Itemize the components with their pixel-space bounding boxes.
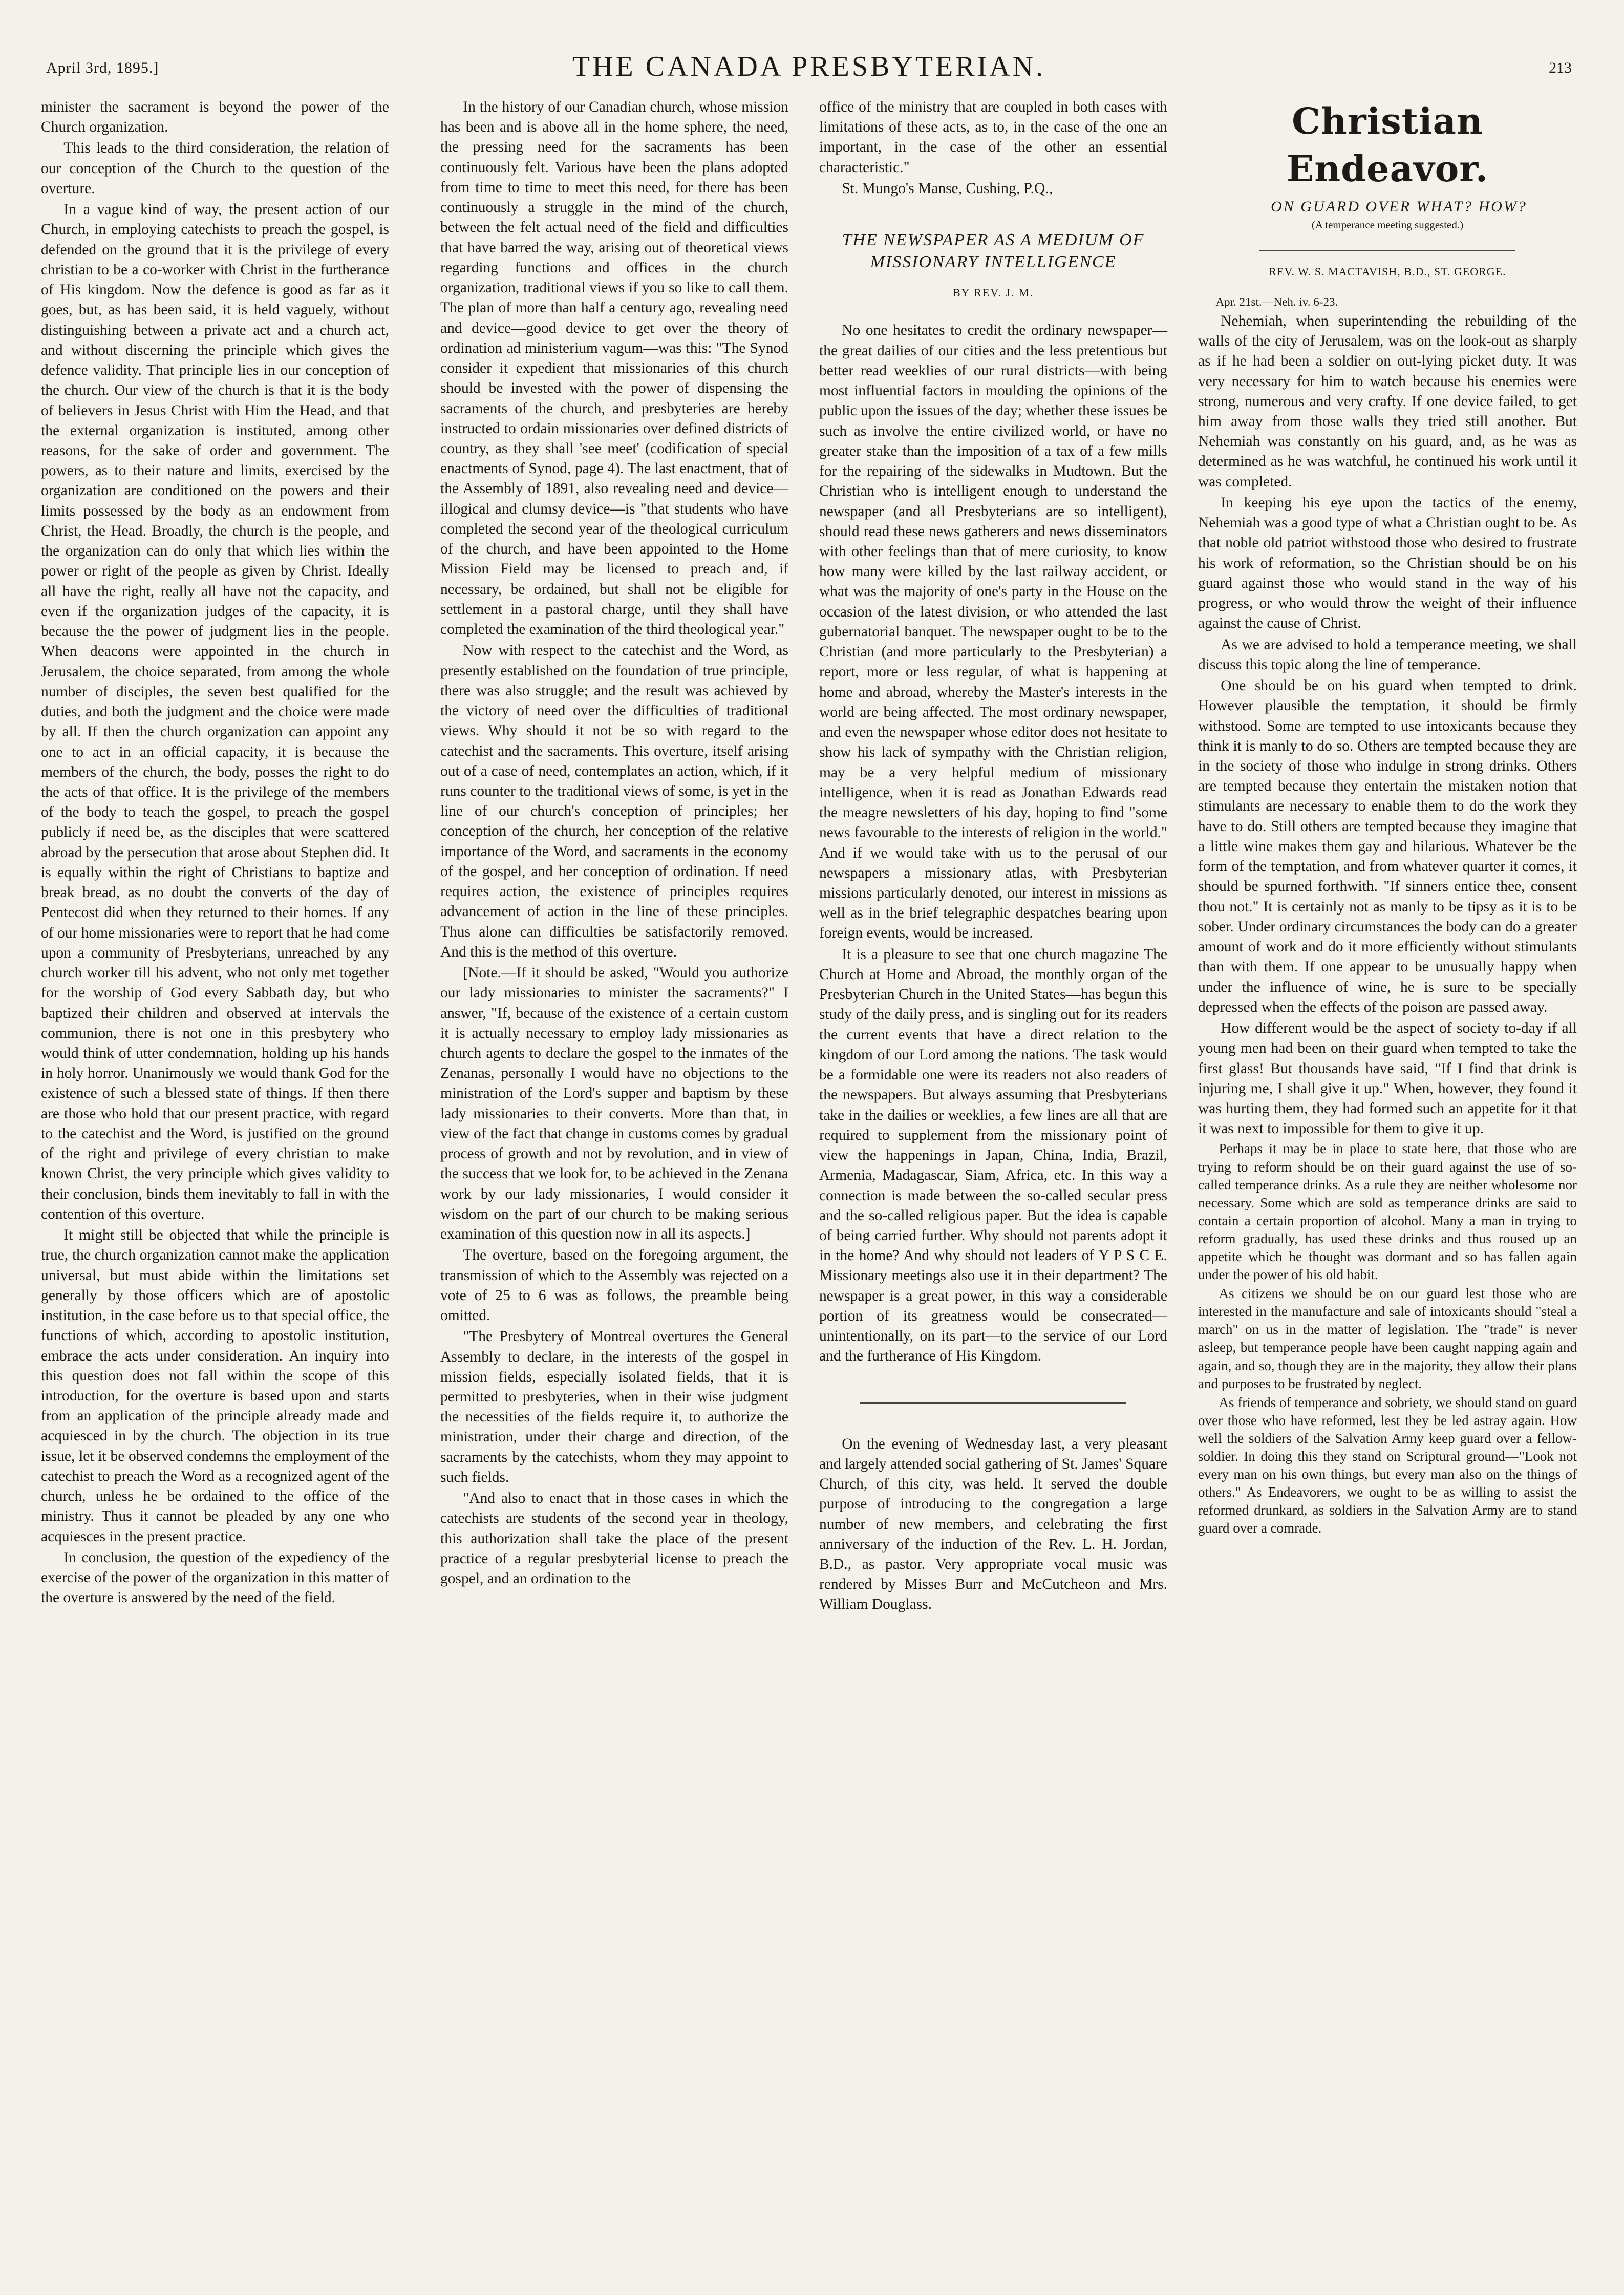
subtitle-note: (A temperance meeting suggested.) bbox=[1311, 219, 1464, 231]
paragraph: In conclusion, the question of the expediency of the exercise of the power of the organization in this matter of the overture is answered by the need of the field. bbox=[41, 1549, 389, 1606]
paragraph: "And also to enact that in those cases in which the catechists are students of the second year in theology, this authorization shall take the place of the present practice of a regular presbyterial license to preach the gospel, and an ordination to the bbox=[440, 1490, 788, 1587]
paragraph: "The Presbytery of Montreal overtures the General Assembly to declare, in the interests of the gospel in mission fields, especially isolated fields, that it is permitted to presbyteries, when in their wise judgment the necessities of the fields require it, to authorize the ministration, under their charge and direction, of the sacraments by the catechists, whom they may appoint to such fields. bbox=[440, 1328, 788, 1485]
issue-date: April 3rd, 1895.] bbox=[46, 59, 159, 76]
scripture-reference: Apr. 21st.—Neh. iv. 6-23. bbox=[1215, 295, 1338, 309]
paragraph: As friends of temperance and sobriety, we should stand on guard over those who have reformed, lest they be led astray again. How well the soldiers of the Salvation Army keep guard over a fellow-soldier. In doing this they stand on Scriptural ground—"Look not every man on his own things, but every man also on the things of others." As Endeavorers, we ought to be as willing to assist the reformed drunkard, as soldiers in the Salvation Army are to stand guard over a comrade. bbox=[1198, 1394, 1577, 1536]
column-1 bbox=[41, 97, 389, 1609]
paragraph: One should be on his guard when tempted to drink. However plausible the temptation, it should be firmly withstood. Some are tempted to use intoxicants because they think it is manly to do so. Others are tempted because they are in the society of those who indulge in strong drinks. Others are tempted because they entertain the mistaken notion that stimulants are necessary to enable them to do the work they have to do. Still others are tempted because they imagine that a little wine makes them gay and hilarious. Whatever be the form of the temptation, and from whatever quarter it comes, it should be spurned forthwith. "If sinners entice thee, consent thou not." It is certainly not as manly to be tipsy as it is to be sober. Under ordinary circumstances the body can do a greater amount of work and do it more efficiently without stimulants than with them. If one appear to be unusually happy when under the influence of wine, he is sure to be specially depressed when the effects of the poison are passed away. bbox=[1198, 677, 1577, 1015]
paragraph: Now with respect to the catechist and the Word, as presently established on the foundation of true principle, there was also struggle; and the result was achieved by the victory of need over the difficulties of traditional views. Why should it not be so with regard to the catechist and the sacraments. This overture, itself arising out of a case of need, contemplates an action, which, if it runs counter to the traditional views of some, is yet in the line of our church's conception of principles; her conception of the church, her conception of the relative importance of the Word, and sacraments in the economy of the gospel, and her conception of ordination. If need requires action, the existence of principles requires advancement of action in the line of these principles. Thus alone can difficulties be satisfactorily removed. And this is the method of this overture. bbox=[440, 642, 788, 960]
column-3 bbox=[819, 97, 1167, 1616]
paragraph: As we are advised to hold a temperance meeting, we shall discuss this topic along the line of temperance. bbox=[1198, 636, 1577, 673]
paragraph: office of the ministry that are coupled in both cases with limitations of these acts, as to, in the case of the one an important, in the case of the other an essential characteristic." bbox=[819, 99, 1167, 176]
paragraph: How different would be the aspect of society to-day if all young men had been on their guard when tempted to take the first glass! But thousands have said, "If I find that drink is injuring me, I shall give it up." When, however, they found it was hurting them, they had formed such an appetite for it that it was next to impossible for them to give it up. bbox=[1198, 1020, 1577, 1137]
paragraph: In the history of our Canadian church, whose mission has been and is above all in the home sphere, the need, the pressing need for the sacraments has been continuously felt. Various have been the plans adopted from time to time to meet this need, for there has been continuously a struggle in the mind of the church, between the felt actual need of the field and difficulties that have barred the way, arising out of theoretical views regarding functions and offices in the church organization, traditional views if you so like to call them. The plan of more than half a century ago, revealing need and device—good device to get over the theory of ordination ad ministerium vagum—was this: "The Synod consider it expedient that missionaries of this church should be invested with the power of dispensing the sacraments of the church, and presbyteries are hereby instructed to ordain missionaries over defined districts of country, as they shall 'see meet' (codification of special enactments of Synod, page 4). The last enactment, that of the Assembly of 1891, also revealing need and device—illogical and clumsy device—is "that students who have completed the second year of the theological curriculum of the church, and have been appointed to the Home Mission Field may be licensed to preach and, if necessary, be ordained, but shall not be eligible for settlement in a pastoral charge, until they shall have completed the examination of the third theological year." bbox=[440, 99, 788, 638]
column-2 bbox=[440, 97, 788, 1590]
section-heading: Christian Endeavor. bbox=[1286, 100, 1489, 190]
article-subtitle: ON GUARD OVER WHAT? HOW? bbox=[1271, 198, 1527, 216]
paragraph: No one hesitates to credit the ordinary newspaper—the great dailies of our cities and the less pretentious but better read weeklies of our rural districts—with being most influential factors in moulding the opinions of the public upon the issues of the day; whether these issues be such as involve the entire civilized world, or have no greater stake than the imposition of a tax of a few mills for the repairing of the sidewalks in Mudtown. But the Christian who is intelligent enough to understand the newspaper (and all Presbyterians are so intelligent), should read these news gatherers and news disseminators with other feelings than that of mere curiosity, to know how many were killed by the last railway accident, or what was the majority of one's party in the House on the occasion of the latest division, or who attended the last gubernatorial banquet. The newspaper ought to be to the Christian (and more particularly to the Presbyterian) a report, more or less regular, of what is happening at home and abroad, whereby the Master's interests in the world are being affected. The most ordinary newspaper, and even the newspaper whose editor does not hesitate to show his lack of sympathy with the Christian religion, may be a very helpful medium of missionary intelligence, when it is read as Jonathan Edwards read the meagre newsletters of his day, hoping to find "some news favourable to the interests of religion in the world." And if we would take with us to the perusal of our newspapers a missionary atlas, with Presbyterian missions particularly denoted, our interest in missions as well as in the brief telegraphic despatches bearing upon foreign events, would be increased. bbox=[819, 322, 1167, 942]
section-divider bbox=[860, 1402, 1126, 1404]
signature-line: St. Mungo's Manse, Cushing, P.Q., bbox=[842, 180, 1053, 197]
article-title: THE NEWSPAPER AS A MEDIUM OF MISSIONARY INTELLIGENCE bbox=[842, 230, 1145, 271]
paragraph: In a vague kind of way, the present action of our Church, in employing catechists to preach the gospel, is defended on the ground that it is the privilege of every christian to be a co-worker with Christ in the furtherance of His kingdom. Now the defence is good as far as it goes, but, as has been said, it is held vaguely, without distinguishing between a private act and a church act, and without discerning the principle which gives the defence validity. That principle lies in our conception of the church. Our view of the church is that it is the body of believers in Jesus Christ with Him the Head, and that the external organization is instituted, among other reasons, for the sake of order and government. The powers, as to their nature and limits, exercised by the organization are conditioned on the powers and their limits possessed by the body as an endowment from Christ, the Head. Broadly, the church is the people, and the organization can do only that which lies within the power or right of the people as given by Christ. Ideally all have the right, really all have not the capacity, and even if the organization judges of the capacity, it is because the the power of judgment lies in the people. When deacons were appointed in the church in Jerusalem, the choice separated, from among the whole number of disciples, the seven best qualified for the duties, and both the judgment and the choice were made by all. If then the church organization can appoint any one to act in an official capacity, it is because the members of the church, the body, posses the right to do the acts of that office. It is the privilege of the members of the body to teach the gospel, to preach the gospel publicly if need be, as the disciples that were scattered abroad by the persecution that arose about Stephen did. It is equally within the right of Christians to baptize and break bread, as no doubt the converts of the day of Pentecost did when they returned to their homes. If any of our home missionaries were to report that he had come upon a community of Presbyterians, unreached by any church worker till his advent, who not only met together for the worship of God every Sabbath day, but who baptized their children and observed at intervals the communion, there is not one in this presbytery who would think of utter condemnation, holding up his hands in holy horror. Unanimously we would thank God for the existence of such a blessed state of things. If then there are those who hold that our present practice, with regard to the catechist and the Word, is justified on the ground of the right and privilege of every christian to make known Christ, the very principle which gives validity to their conclusion, binds them inevitably to fall in with the contention of this overture. bbox=[41, 201, 389, 1222]
church-notice: On the evening of Wednesday last, a very pleasant and largely attended social gathering of St. James' Square Church, of this city, was held. It served the double purpose of introducing to the congregation a large number of new members, and celebrating the first anniversary of the induction of the Rev. L. H. Jordan, B.D., as pastor. Very appropriate vocal music was rendered by Misses Burr and McCutcheon and Mrs. William Douglass. bbox=[819, 1435, 1167, 1613]
paragraph: It is a pleasure to see that one church magazine The Church at Home and Abroad, the monthly organ of the Presbyterian Church in the United States—has begun this study of the daily press, and is singling out for its readers the current events that have a direct relation to the kingdom of our Lord among the nations. The task would be a formidable one were its readers not also readers of the newspapers. But always assuming that Presbyterians take in the dailies or weeklies, a few lines are all that are required to supplement from the missionary point of view the happenings in Japan, China, India, Brazil, Armenia, Madagascar, Siam, Africa, etc. In this way a connection is made between the so-called secular press and the so-called religious paper. But the idea is capable of being carried further. Why should not parents adopt it in the home? And why should not leaders of Y P S C E. Missionary meetings also use it in their department? The newspaper is a great power, in this way a considerable portion of its greatness would be consecrated—unintentionally, on its part—to the service of our Lord and the furtherance of His Kingdom. bbox=[819, 946, 1167, 1365]
paragraph: As citizens we should be on our guard lest those who are interested in the manufacture and sale of intoxicants should "steal a march" on us in the matter of legislation. The "trade" is never asleep, but temperance people have been caught napping again and again, and so, though they are in the majority, they allow their plans and purposes to be frustrated by neglect. bbox=[1198, 1286, 1577, 1391]
paragraph: Perhaps it may be in place to state here, that those who are trying to reform should be on their guard against the use of so-called temperance drinks. As a rule they are neither wholesome nor necessary. Some which are sold as temperance drinks are said to contain a certain proportion of alcohol. Many a man in trying to reform gradually, has used these drinks and thus roused up an appetite which he thought was dormant and so has fallen again under the power of his old habit. bbox=[1198, 1141, 1577, 1283]
paragraph: In keeping his eye upon the tactics of the enemy, Nehemiah was a good type of what a Christian ought to be. As that noble old patriot withstood those who desired to frustrate his work of reformation, so the Christian should be on his guard against those who would stand in the way of his progress, or who would throw the weight of their influence against the cause of Christ. bbox=[1198, 494, 1577, 632]
paragraph: The overture, based on the foregoing argument, the transmission of which to the Assembly was rejected on a vote of 25 to 6 was as follows, the preamble being omitted. bbox=[440, 1247, 788, 1324]
heading-rule bbox=[1259, 250, 1515, 251]
paragraph: Nehemiah, when superintending the rebuilding of the walls of the city of Jerusalem, was on the look-out as sharply as if he had been a soldier on out-lying picket duty. It was very necessary for him to watch because his enemies were strong, numerous and very crafty. If one device failed, to get him away from those walls they tried still another. But Nehemiah was constantly on his guard, and, as he was as determined as he was watchful, he continued his work until it was completed. bbox=[1198, 312, 1577, 490]
paragraph: This leads to the third consideration, the relation of our conception of the Church to the question of the overture. bbox=[41, 140, 389, 197]
masthead-title: THE CANADA PRESBYTERIAN. bbox=[572, 51, 1046, 82]
paragraph: It might still be objected that while the principle is true, the church organization cannot make the application universal, but must abide within the limitations set generally by those officers which are of apostolic institution, in the case before us to that special office, the functions of which, according to apostolic institution, embrace the acts under consideration. An inquiry into this question does not fall within the scope of this introduction, for the overture is based upon and starts from an application of the principle already made and acquiesced in by the church. The objection in its true issue, let it be observed condemns the employment of the catechist to preach the Word as a recognized agent of the church, unless he be ordained to the office of the ministry. Thus it cannot be pleaded by any one who acquiesces in the present practice. bbox=[41, 1227, 389, 1545]
article-byline: REV. W. S. MACTAVISH, B.D., ST. GEORGE. bbox=[1269, 265, 1506, 278]
page-number: 213 bbox=[1549, 59, 1572, 76]
paragraph: [Note.—If it should be asked, "Would you authorize our lady missionaries to minister the sacraments?" I answer, "If, because of the existence of a certain custom it is actually necessary to employ lady missionaries as church agents to declare the gospel to the inmates of the Zenanas, personally I would have no objections to the ministration of the Lord's supper and baptism by these lady missionaries to their converts. More than that, in view of the fact that change in customs comes by gradual process of growth and not by revolution, and in view of the success that we look for, to be achieved in the Zenana work by our lady missionaries, I would consider it wisdom on the part of our church to be making serious examination of this question now in all its aspects.] bbox=[440, 965, 788, 1243]
article-byline: BY REV. J. M. bbox=[952, 286, 1034, 300]
page-header bbox=[46, 50, 1572, 86]
small-print-block bbox=[1198, 1140, 1577, 1537]
paragraph: minister the sacrament is beyond the power of the Church organization. bbox=[41, 99, 389, 136]
column-4 bbox=[1198, 97, 1577, 1539]
